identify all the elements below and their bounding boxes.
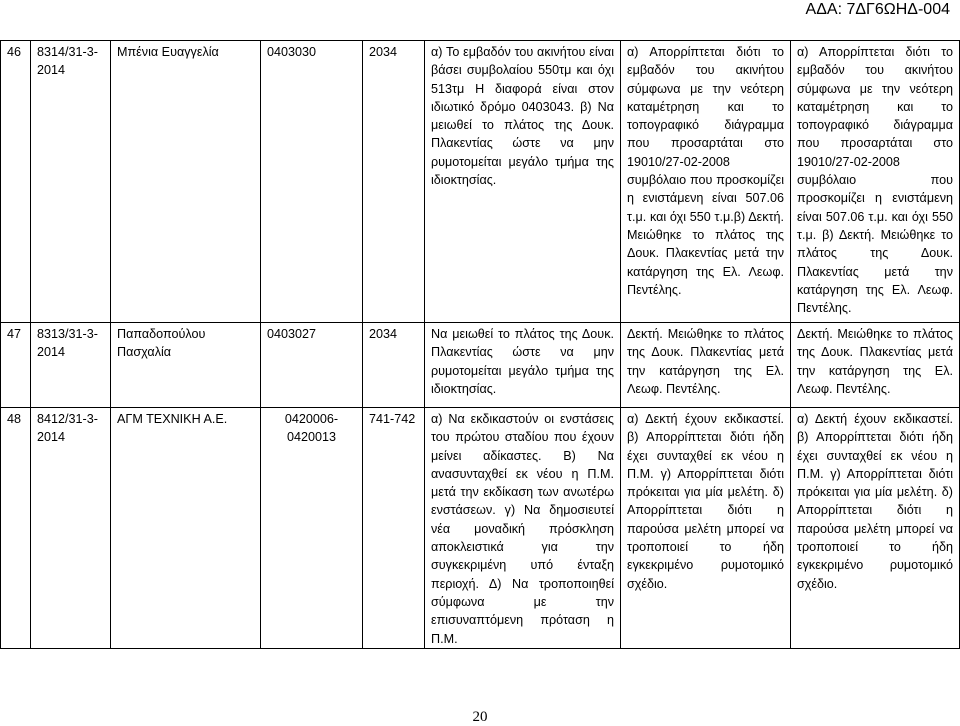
block-cell [363,41,425,323]
final-decision: α) Δεκτή έχουν εκδικαστεί. β) Απορρίπτεται διότι ήδη έχει συνταχθεί εκ νέου η Π.Μ. γ) Απορρίπτεται διότι πρόκειται για μία μελέτη. δ) Απορρίπτεται διότι η παρούσα μελέτη μπορεί να τροποποιεί το ήδη εγκεκριμένο ρυμοτομικό σχέδιο. [797,412,953,591]
block-cell [363,408,425,649]
row-number-cell [1,323,31,408]
objection-request: α) Το εμβαδόν του ακινήτου είναι βάσει συμβολαίου 550τμ και όχι 513τμ Η διαφορά είναι στον ιδιωτικό δρόμο 0403043. β) Να μειωθεί το πλάτος της Δουκ. Πλακεντίας ώστε να μην ρυμοτομείται μεγάλο τμήμα της ιδιοκτησίας. [431,45,614,188]
decision-cell [791,408,960,649]
row-number-cell [1,41,31,323]
kaek-cell [261,408,363,649]
block-number: 741-742 [369,412,416,426]
objector-cell [111,41,261,323]
kaek-cell [261,41,363,323]
row-number-cell [1,408,31,649]
block-cell [363,323,425,408]
protocol-cell [31,408,111,649]
request-cell [425,408,621,649]
row-number: 48 [7,412,22,426]
objector-cell [111,323,261,408]
committee-opinion: α) Δεκτή έχουν εκδικαστεί. β) Απορρίπτεται διότι ήδη έχει συνταχθεί εκ νέου η Π.Μ. γ) Απορρίπτεται διότι πρόκειται για μία μελέτη. δ) Απορρίπτεται διότι η παρούσα μελέτη μπορεί να τροποποιεί το ήδη εγκεκριμένο ρυμοτομικό σχέδιο. [627,412,784,591]
page-number: 20 [472,709,488,725]
protocol-number: 8313/31-3-2014 [37,327,98,360]
protocol-cell [31,323,111,408]
row-number: 47 [7,327,22,341]
request-cell [425,41,621,323]
objector-cell [111,408,261,649]
kaek-code: 0403027 [267,327,317,341]
table-row [1,408,960,649]
objection-request: α) Να εκδικαστούν οι ενστάσεις του πρώτου σταδίου που έχουν μείνει αδίκαστες. Β) Να ανασυνταχθεί εκ νέου η Π.Μ. μετά την εκδίκαση των ανωτέρω ενστάσεων. γ) Να δημοσιευτεί νέα μοναδική πρόσκληση αποκλειστικά για την συγκεκριμένη υπό ένταξη περιοχή. Δ) Να τροποποιηθεί σύμφωνα με την επισυναπτόμενη πρόταση η Π.Μ. [431,412,614,646]
kaek-cell [261,323,363,408]
objection-request: Να μειωθεί το πλάτος της Δουκ. Πλακεντίας ώστε να μην ρυμοτομείται μεγάλο τμήμα της ιδιοκτησίας. [431,327,614,396]
decision-cell [791,41,960,323]
row-number: 46 [7,45,22,59]
decision-cell [791,323,960,408]
committee-opinion: α) Απορρίπτεται διότι το εμβαδόν του ακινήτου σύμφωνα με την νεότερη καταμέτρηση και το τοπογραφικό διάγραμμα που προσαρτάται στο 19010/27-02-2008 συμβόλαιο που προσκομίζει η ενιστάμενη είναι 507.06 τ.μ. και όχι 550 τ.μ.β) Δεκτή. Μειώθηκε το πλάτος της Δουκ. Πλακεντίας μετά την κατάργηση της Ελ. Λεωφ. Πεντέλης. [627,45,784,297]
final-decision: Δεκτή. Μειώθηκε το πλάτος της Δουκ. Πλακεντίας μετά την κατάργηση της Ελ. Λεωφ. Πεντέλης. [797,327,953,396]
request-cell [425,323,621,408]
opinion-cell [621,323,791,408]
kaek-code: 0403030 [267,45,317,59]
protocol-cell [31,41,111,323]
objector-name: ΑΓΜ ΤΕΧΝΙΚΗ Α.Ε. [117,412,228,426]
opinion-cell [621,408,791,649]
ada-code: ΑΔΑ: 7ΔΓ6ΩΗΔ-004 [805,1,950,18]
objections-table [0,40,960,649]
table-row [1,41,960,323]
table-row [1,323,960,408]
objector-name: Μπένια Ευαγγελία [117,45,219,59]
protocol-number: 8314/31-3-2014 [37,45,98,78]
opinion-cell [621,41,791,323]
kaek-code: 0420006-0420013 [284,412,339,445]
protocol-number: 8412/31-3-2014 [37,412,98,445]
committee-opinion: Δεκτή. Μειώθηκε το πλάτος της Δουκ. Πλακεντίας μετά την κατάργηση της Ελ. Λεωφ. Πεντέλης. [627,327,784,396]
block-number: 2034 [369,327,398,341]
final-decision: α) Απορρίπτεται διότι το εμβαδόν του ακινήτου σύμφωνα με την νεότερη καταμέτρηση και το τοπογραφικό διάγραμμα που προσαρτάται στο 19010/27-02-2008 συμβόλαιο που προσκομίζει η ενιστάμενη είναι 507.06 τ.μ. και όχι 550 τ.μ. β) Δεκτή. Μειώθηκε το πλάτος της Δουκ. Πλακεντίας μετά την κατάργηση της Ελ. Λεωφ. Πεντέλης. [797,45,953,316]
block-number: 2034 [369,45,398,59]
objector-name: Παπαδοπούλου Πασχαλία [117,327,206,360]
